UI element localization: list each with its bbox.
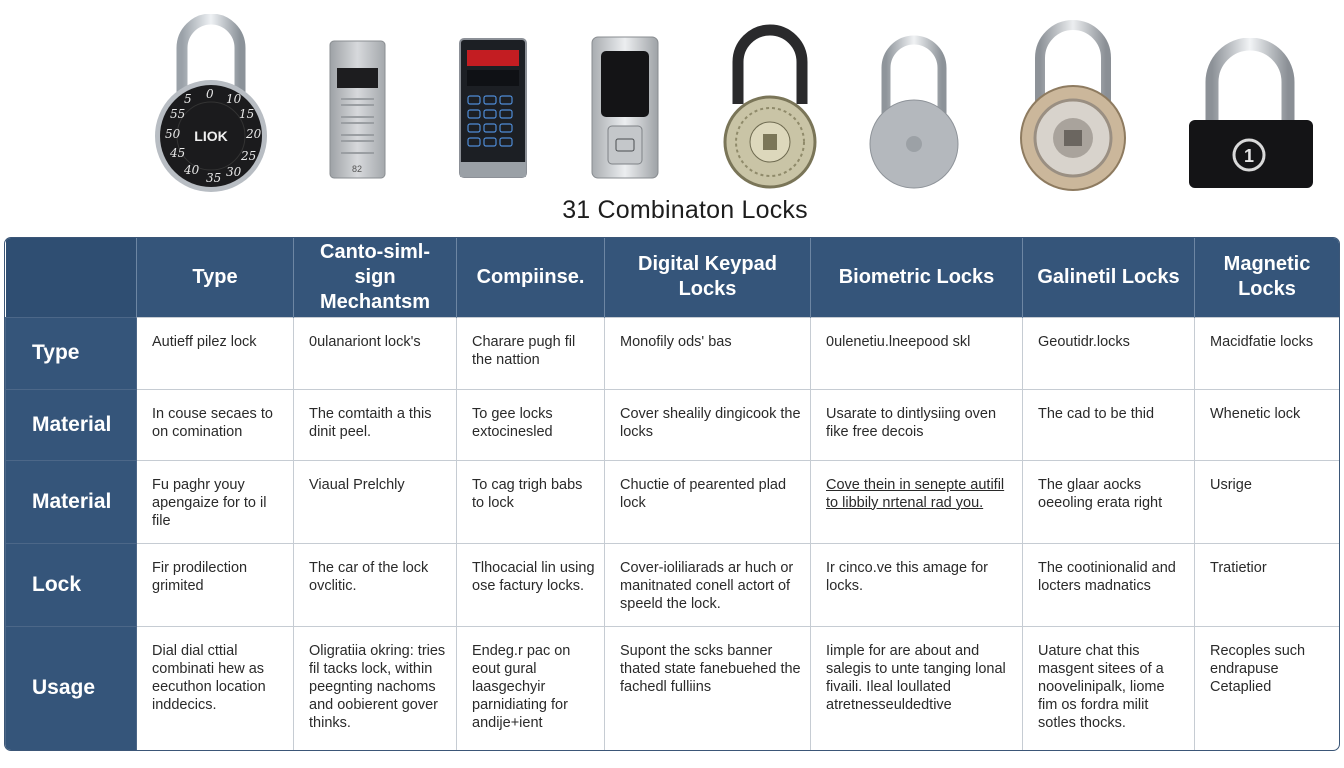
table-cell: Cover shealily dingicook the locks bbox=[605, 389, 811, 460]
svg-text:50: 50 bbox=[165, 127, 181, 141]
table-cell: To gee locks extocinesled bbox=[457, 389, 605, 460]
table-cell: Usarate to dintlysiing oven fike free decois bbox=[811, 389, 1023, 460]
header-galinetil: Galinetil Locks bbox=[1023, 238, 1195, 317]
table-row bbox=[6, 460, 1340, 543]
table-cell: Charare pugh fil the nattion bbox=[457, 317, 605, 389]
table-cell: The cootinionalid and locters madnatics bbox=[1023, 543, 1195, 626]
row-label: Usage bbox=[6, 626, 137, 750]
comparison-table bbox=[4, 237, 1340, 751]
svg-text:15: 15 bbox=[239, 107, 255, 121]
black-magnetic-padlock-image bbox=[1186, 38, 1316, 190]
table-cell: Monofily ods' bas bbox=[605, 317, 811, 389]
table-cell: Tratietior bbox=[1195, 543, 1340, 626]
table-cell: Tlhocacial lin using ose factury locks. bbox=[457, 543, 605, 626]
table-cell: Oligratiia okring: tries fil tacks lock, within peegnting nachoms and oobierent gover thinks. bbox=[294, 626, 457, 750]
table-cell: The car of the lock ovclitic. bbox=[294, 543, 457, 626]
svg-text:10: 10 bbox=[226, 92, 242, 106]
table-cell: Chuctie of pearented plad lock bbox=[605, 460, 811, 543]
brass-round-padlock-image bbox=[720, 24, 820, 190]
table-cell: Usrige bbox=[1195, 460, 1340, 543]
svg-text:55: 55 bbox=[170, 107, 186, 121]
header-digital-keypad: Digital Keypad Locks bbox=[605, 238, 811, 317]
svg-text:20: 20 bbox=[246, 127, 262, 141]
table-cell: Fu paghr youy apengaize for to il file bbox=[137, 460, 294, 543]
row-label: Material bbox=[6, 460, 137, 543]
header-type: Type bbox=[137, 238, 294, 317]
biometric-touch-lock-image bbox=[588, 34, 662, 182]
svg-text:40: 40 bbox=[184, 163, 200, 177]
svg-text:30: 30 bbox=[226, 165, 242, 179]
digital-keypad-lock-image bbox=[456, 36, 532, 182]
header-biometric: Biometric Locks bbox=[811, 238, 1023, 317]
header-mechanism: Canto-siml-sign Mechantsm bbox=[294, 238, 457, 317]
table-cell: 0ulanariont lock's bbox=[294, 317, 457, 389]
table-cell: Endeg.r pac on eout gural laasgechyir parnidiating for andije+ient bbox=[457, 626, 605, 750]
header-magnetic: Magnetic Locks bbox=[1195, 238, 1340, 317]
header-corner bbox=[6, 238, 137, 317]
table-row bbox=[6, 626, 1340, 750]
header-compliance: Compiinse. bbox=[457, 238, 605, 317]
table-cell: The glaar aocks oeeoling erata right bbox=[1023, 460, 1195, 543]
table-cell: In couse secaes to on comination bbox=[137, 389, 294, 460]
silver-disc-padlock-image bbox=[864, 32, 964, 190]
table-cell: Geoutidr.locks bbox=[1023, 317, 1195, 389]
table-cell: Fir prodilection grimited bbox=[137, 543, 294, 626]
row-label: Lock bbox=[6, 543, 137, 626]
table-cell: Macidfatie locks bbox=[1195, 317, 1340, 389]
combination-dial-padlock-image bbox=[152, 14, 272, 196]
svg-text:45: 45 bbox=[170, 146, 186, 160]
row-label: Material bbox=[6, 389, 137, 460]
padlock-number-label: 1 bbox=[1243, 146, 1255, 166]
table-cell: Autieff pilez lock bbox=[137, 317, 294, 389]
table-cell: Ir cinco.ve this amage for locks. bbox=[811, 543, 1023, 626]
table-row bbox=[6, 389, 1340, 460]
table-cell: The cad to be thid bbox=[1023, 389, 1195, 460]
table-row bbox=[6, 543, 1340, 626]
table-cell: Cove thein in senepte autifil to libbily nrtenal rad you. bbox=[811, 460, 1023, 543]
table-cell: To cag trigh babs to lock bbox=[457, 460, 605, 543]
bronze-key-padlock-image bbox=[1018, 18, 1128, 196]
table-cell: Cover-ioliliarads ar huch or manitnated conell actort of speeld the lock. bbox=[605, 543, 811, 626]
table-cell: Whenetic lock bbox=[1195, 389, 1340, 460]
table-cell: Supont the scks banner thated state fanebuehed the fachedl fulliins bbox=[605, 626, 811, 750]
table-cell: 0ulenetiu.lneepood skl bbox=[811, 317, 1023, 389]
remote-model-label: 82 bbox=[351, 164, 363, 174]
page-title: 31 Combinaton Locks bbox=[562, 196, 808, 224]
svg-text:5: 5 bbox=[184, 92, 192, 106]
header-row bbox=[6, 238, 1340, 317]
lock-images-row bbox=[0, 0, 1344, 200]
table-cell: Recoples such endrapuse Cetaplied bbox=[1195, 626, 1340, 750]
row-label: Type bbox=[6, 317, 137, 389]
table-cell: Uature chat this masgent sitees of a noovelinipalk, liome fim os fordra milit sotles thocks. bbox=[1023, 626, 1195, 750]
table-cell: Viaual Prelchly bbox=[294, 460, 457, 543]
table-row bbox=[6, 317, 1340, 389]
table-cell: Iimple for are about and salegis to unte tanging lonal fivaili. Ileal loullated atretnesseuldedtive bbox=[811, 626, 1023, 750]
silver-remote-keypad-lock-image bbox=[326, 38, 390, 182]
svg-text:25: 25 bbox=[241, 149, 257, 163]
table-cell: The comtaith a this dinit peel. bbox=[294, 389, 457, 460]
dial-brand-label: LIOK bbox=[194, 128, 228, 144]
svg-text:0: 0 bbox=[206, 87, 214, 101]
table-cell: Dial dial cttial combinati hew as eecuthon location inddecics. bbox=[137, 626, 294, 750]
svg-text:35: 35 bbox=[206, 171, 222, 185]
